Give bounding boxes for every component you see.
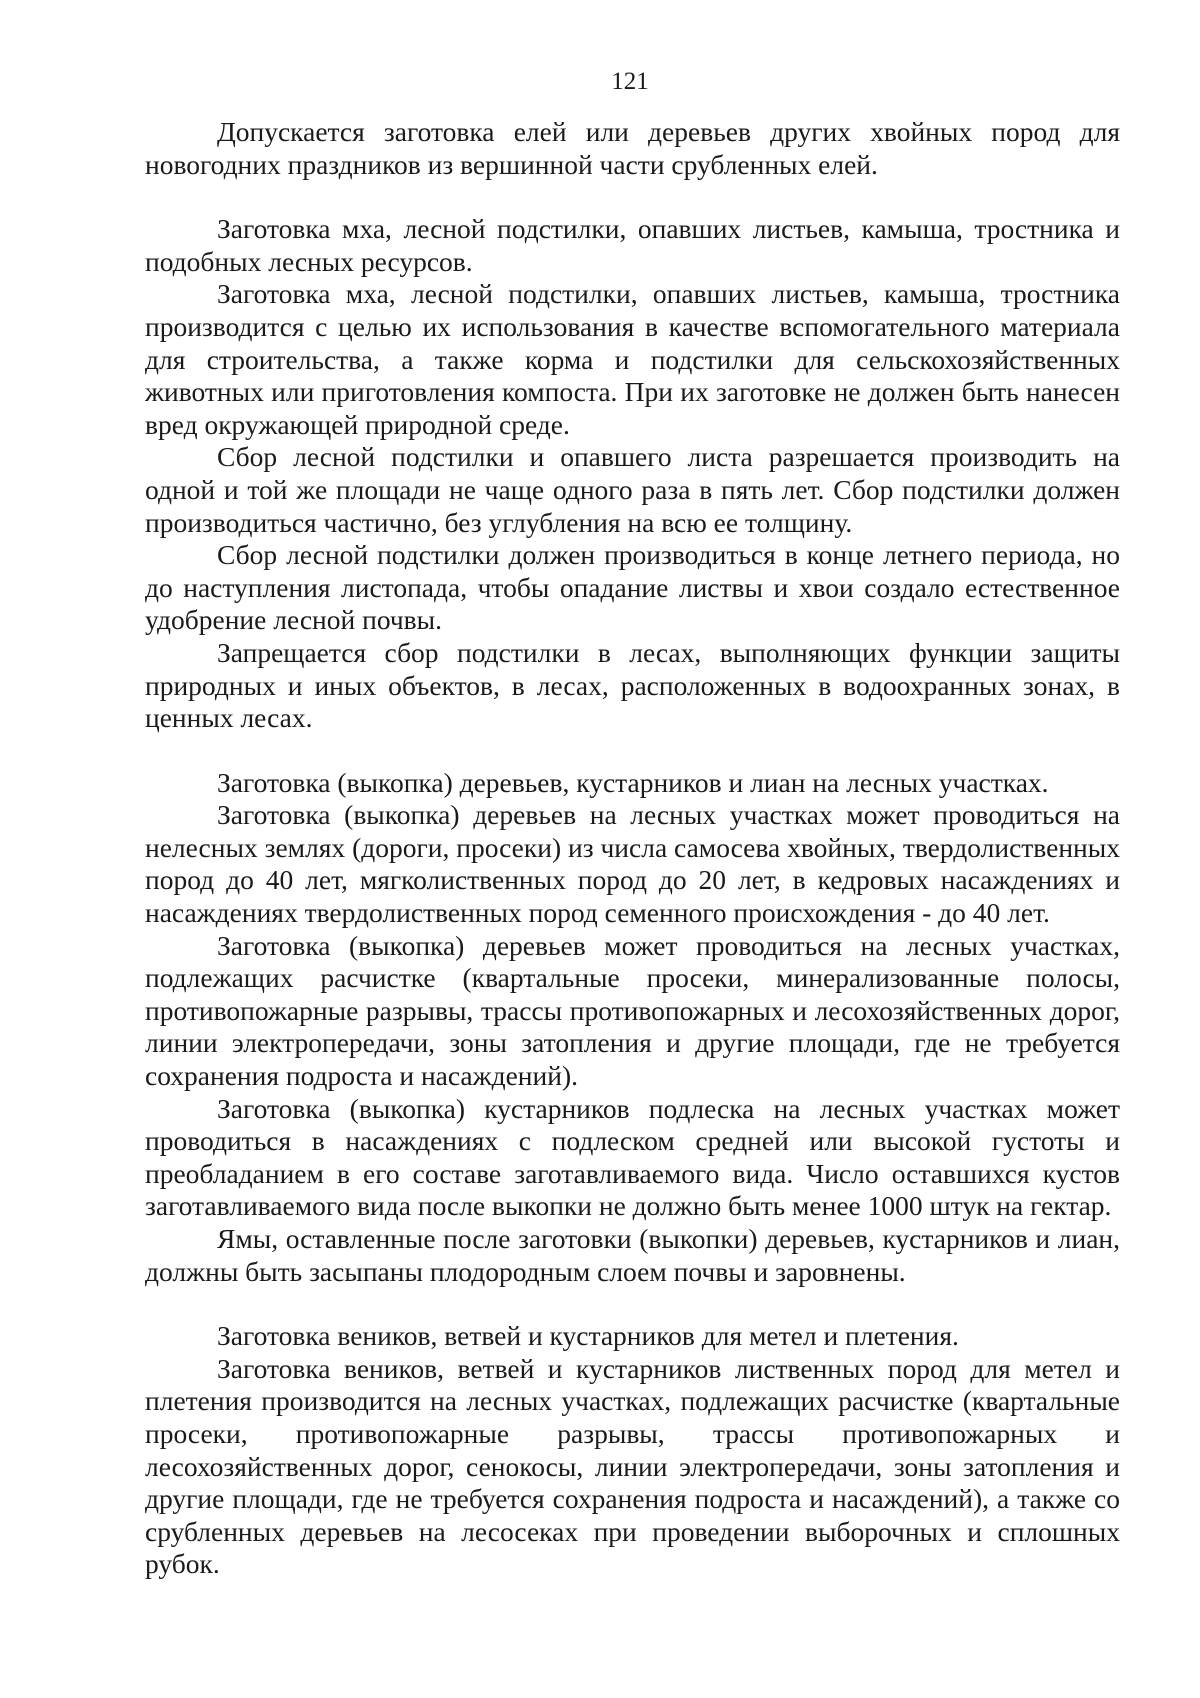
section-gap: [145, 181, 1120, 213]
section-gap: [145, 735, 1120, 767]
paragraph: Ямы, оставленные после заготовки (выкопки) деревьев, кустарников и лиан, должны быть засыпаны плодородным слоем почвы и заровнены.: [145, 1223, 1120, 1287]
paragraph: Заготовка веников, ветвей и кустарников лиственных пород для метел и плетения производится на лесных участках, подлежащих расчистке (квартальные просеки, противопожарные разрывы, трассы противопожарных и лесохозяйственных дорог, сенокосы, линии электропередачи, зоны затопления и другие площади, где не требуется сохранения подроста и насаждений), а также со срубленных деревьев на лесосеках при проведении выборочных и сплошных рубок.: [145, 1352, 1120, 1580]
section-heading: Заготовка мха, лесной подстилки, опавших листьев, камыша, тростника и подобных лесных ресурсов.: [145, 213, 1120, 277]
section-heading: Заготовка веников, ветвей и кустарников для метел и плетения.: [217, 1320, 959, 1352]
page-number: 121: [611, 68, 649, 95]
paragraph: Запрещается сбор подстилки в лесах, выполняющих функции защиты природных и иных объектов, в лесах, расположенных в водоохранных зонах, в ценных лесах.: [145, 636, 1120, 734]
document-body: [145, 116, 1120, 1581]
paragraph: Заготовка (выкопка) деревьев на лесных участках может проводиться на нелесных землях (дороги, просеки) из числа самосева хвойных, твердолиственных пород до 40 лет, мягколиственных пород до 20 лет, в кедровых насаждениях и насаждениях твердолиственных пород семенного происхождения - до 40 лет.: [145, 799, 1120, 929]
paragraph: Заготовка (выкопка) деревьев может проводиться на лесных участках, подлежащих расчистке (квартальные просеки, минерализованные полосы, противопожарные разрывы, трассы противопожарных и лесохозяйственных дорог, линии электропередачи, зоны затопления и другие площади, где не требуется сохранения подроста и насаждений).: [145, 929, 1120, 1092]
section-gap: [145, 1288, 1120, 1320]
paragraph: Сбор лесной подстилки и опавшего листа разрешается производить на одной и той же площади не чаще одного раза в пять лет. Сбор подстилки должен производиться частично, без углубления на всю ее толщину.: [145, 441, 1120, 538]
paragraph: Заготовка (выкопка) кустарников подлеска на лесных участках может проводиться в насаждениях с подлеском средней или высокой густоты и преобладанием в его составе заготавливаемого вида. Число оставшихся кустов заготавливаемого вида после выкопки не должно быть менее 1000 штук на гектар.: [145, 1092, 1120, 1222]
paragraph: Допускается заготовка елей или деревьев других хвойных пород для новогодних праздников из вершинной части срубленных елей.: [145, 116, 1120, 180]
paragraph: Сбор лесной подстилки должен производиться в конце летнего периода, но до наступления листопада, чтобы опадание листвы и хвои создало естественное удобрение лесной почвы.: [145, 539, 1120, 636]
paragraph: Заготовка мха, лесной подстилки, опавших листьев, камыша, тростника производится с целью их использования в качестве вспомогательного материала для строительства, а также корма и подстилки для сельскохозяйственных животных или приготовления компоста. При их заготовке не должен быть нанесен вред окружающей природной среде.: [145, 278, 1120, 440]
section-heading: Заготовка (выкопка) деревьев, кустарников и лиан на лесных участках.: [217, 766, 1049, 798]
